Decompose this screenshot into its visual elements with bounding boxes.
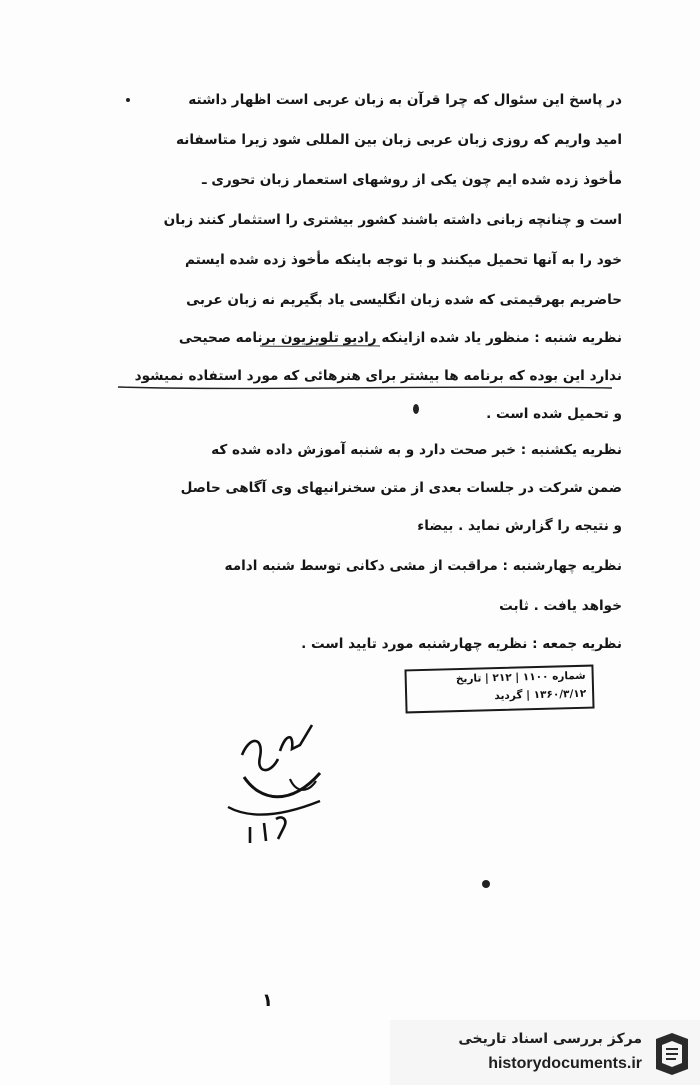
ink-speck — [413, 404, 419, 414]
text-line: و تحمیل شده است . — [486, 406, 622, 422]
text-line: مأخوذ زده شده ایم چون یکی از روشهای استعمار زبان تحوری ـ — [201, 172, 622, 188]
text-line: نظریه شنبه : منظور یاد شده ازاینکه رادیو تلویزیون برنامه صحیحی — [178, 330, 622, 346]
text-line: و نتیجه را گزارش نماید . بیضاء — [417, 518, 622, 534]
archive-logo-icon — [650, 1029, 692, 1077]
stamp-row: شماره ۱۱۰۰ | ۲۱۲ | تاریخ — [455, 669, 586, 686]
handwritten-signature — [220, 715, 340, 845]
text-line: ندارد این بوده که برنامه ها بیشتر برای هنرهائی که مورد استفاده نمیشود — [134, 368, 622, 384]
text-line: ضمن شرکت در جلسات بعدی از متن سخنرانیهای وی آگاهی حاصل — [180, 480, 622, 496]
text-line: در پاسخ این سئوال که چرا قرآن به زبان عربی است اظهار داشته — [188, 92, 622, 108]
text-line: حاضریم بهرقیمتی که شده زبان انگلیسی یاد بگیریم نه زبان عربی — [186, 292, 622, 308]
ink-speck — [126, 98, 130, 102]
footer-url: historydocuments.ir — [488, 1055, 642, 1072]
stamp-row: ۱۳۶۰/۳/۱۲ | گردید — [494, 687, 587, 703]
text-line: خواهد یافت . ثابت — [499, 598, 622, 614]
text-line: خود را به آنها تحمیل میکنند و با توجه باینکه مأخوذ زده شده ایستم — [184, 252, 622, 268]
footer-title: مرکز بررسی اسناد تاریخی — [458, 1031, 642, 1047]
registration-stamp — [404, 665, 594, 714]
text-line: نظریه چهارشنبه : مراقبت از مشی دکانی توسط شنبه ادامه — [224, 558, 622, 574]
page-number: ۱ — [262, 990, 273, 1011]
ink-speck — [482, 880, 490, 888]
text-line: امید واریم که روزی زبان عربی زبان بین المللی شود زیرا متاسفانه — [175, 132, 622, 148]
text-line: است و چنانچه زبانی داشته باشند کشور بیشتری را استثمار کنند زبان — [163, 212, 622, 228]
text-line: نظریه جمعه : نظریه چهارشنبه مورد تایید است . — [301, 636, 622, 652]
text-line: نظریه یکشنبه : خبر صحت دارد و به شنبه آموزش داده شده که — [211, 442, 622, 458]
